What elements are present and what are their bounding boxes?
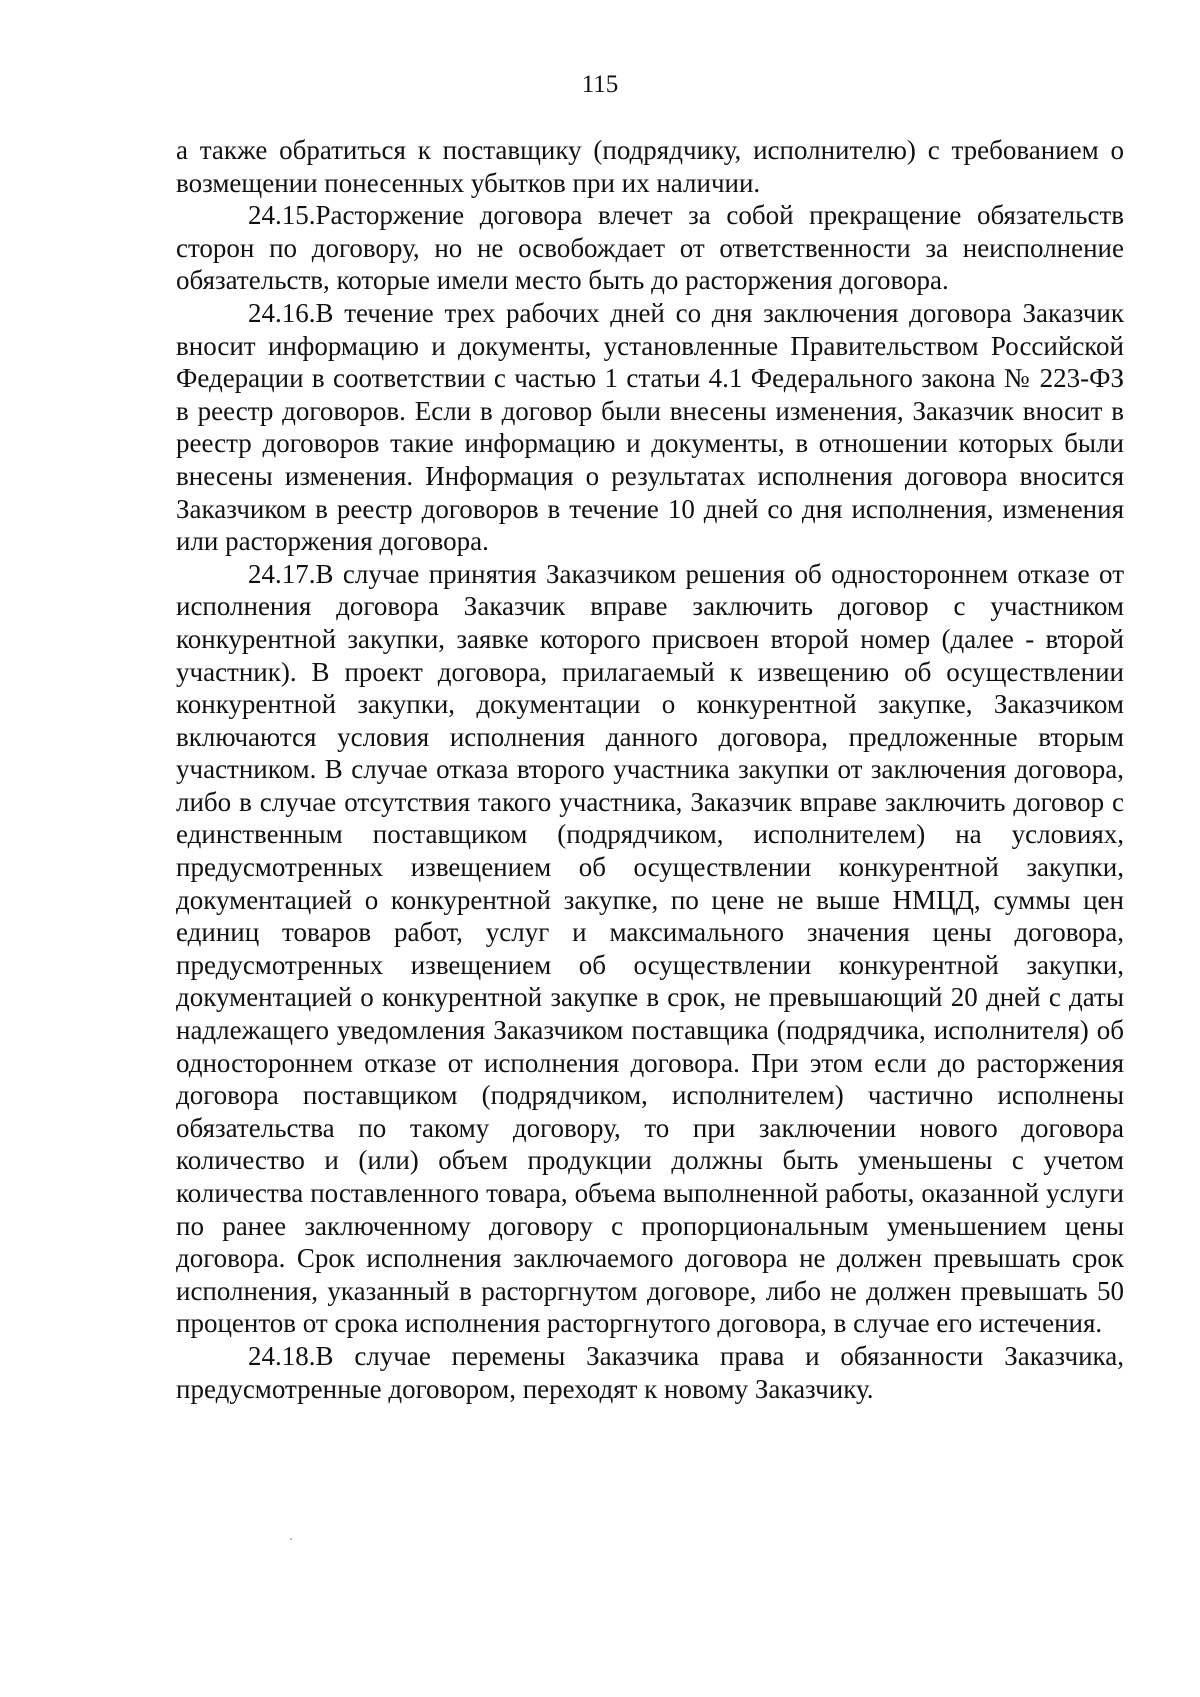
scan-speck: [290, 1538, 292, 1540]
paragraph-number: 24.15.: [248, 200, 316, 231]
document-body: [176, 134, 1124, 1405]
paragraph-text: В течение трех рабочих дней со дня заключения договора Заказчик вносит информацию и документы, установленные Правительством Российской Федерации в соответствии с частью 1 статьи 4.1 Федерального закона № 223-ФЗ в реестр договоров. Если в договор были внесены изменения, Заказчик вносит в реестр договоров такие информацию и документы, в отношении которых были внесены изменения. Информация о результатах исполнения договора вносится Заказчиком в реестр договоров в течение 10 дней со дня исполнения, изменения или расторжения договора.: [176, 297, 1124, 557]
paragraph-continued: [176, 134, 1124, 199]
paragraph-number: 24.18.: [248, 1340, 316, 1371]
paragraph-text: В случае перемены Заказчика права и обязанности Заказчика, предусмотренные договором, переходят к новому Заказчику.: [176, 1340, 1124, 1404]
page-number: 115: [581, 71, 619, 98]
paragraph-24-18: [176, 1340, 1124, 1405]
paragraph-number: 24.16.: [248, 297, 316, 328]
paragraph-24-15: [176, 199, 1124, 297]
paragraph-24-16: [176, 297, 1124, 558]
paragraph-text: а также обратиться к поставщику (подрядчику, исполнителю) с требованием о возмещении понесенных убытков при их наличии.: [176, 135, 1124, 198]
paragraph-text: Расторжение договора влечет за собой прекращение обязательств сторон по договору, но не освобождает от ответственности за неисполнение обязательств, которые имели место быть до расторжения договора.: [176, 200, 1124, 296]
paragraph-number: 24.17.: [248, 558, 316, 589]
paragraph-24-17: [176, 558, 1124, 1340]
paragraph-text: В случае принятия Заказчиком решения об одностороннем отказе от исполнения договора Заказчик вправе заключить договор с участником конкурентной закупки, заявке которого присвоен второй номер (далее - второй участник). В проект договора, прилагаемый к извещению об осуществлении конкурентной закупки, документации о конкурентной закупке, Заказчиком включаются условия исполнения данного договора, предложенные вторым участником. В случае отказа второго участника закупки от заключения договора, либо в случае отсутствия такого участника, Заказчик вправе заключить договор с единственным поставщиком (подрядчиком, исполнителем) на условиях, предусмотренных извещением об осуществлении конкурентной закупки, документацией о конкурентной закупке, по цене не выше НМЦД, суммы цен единиц товаров работ, услуг и максимального значения цены договора, предусмотренных извещением об осуществлении конкурентной закупки, документацией о конкурентной закупке в срок, не превышающий 20 дней с даты надлежащего уведомления Заказчиком поставщика (подрядчика, исполнителя) об одностороннем отказе от исполнения договора. При этом если до расторжения договора поставщиком (подрядчиком, исполнителем) частично исполнены обязательства по такому договору, то при заключении нового договора количество и (или) объем продукции должны быть уменьшены с учетом количества поставленного товара, объема выполненной работы, оказанной услуги по ранее заключенному договору с пропорциональным уменьшением цены договора. Срок исполнения заключаемого договора не должен превышать срок исполнения, указанный в расторгнутом договоре, либо не должен превышать 50 процентов от срока исполнения расторгнутого договора, в случае его истечения.: [176, 558, 1124, 1339]
